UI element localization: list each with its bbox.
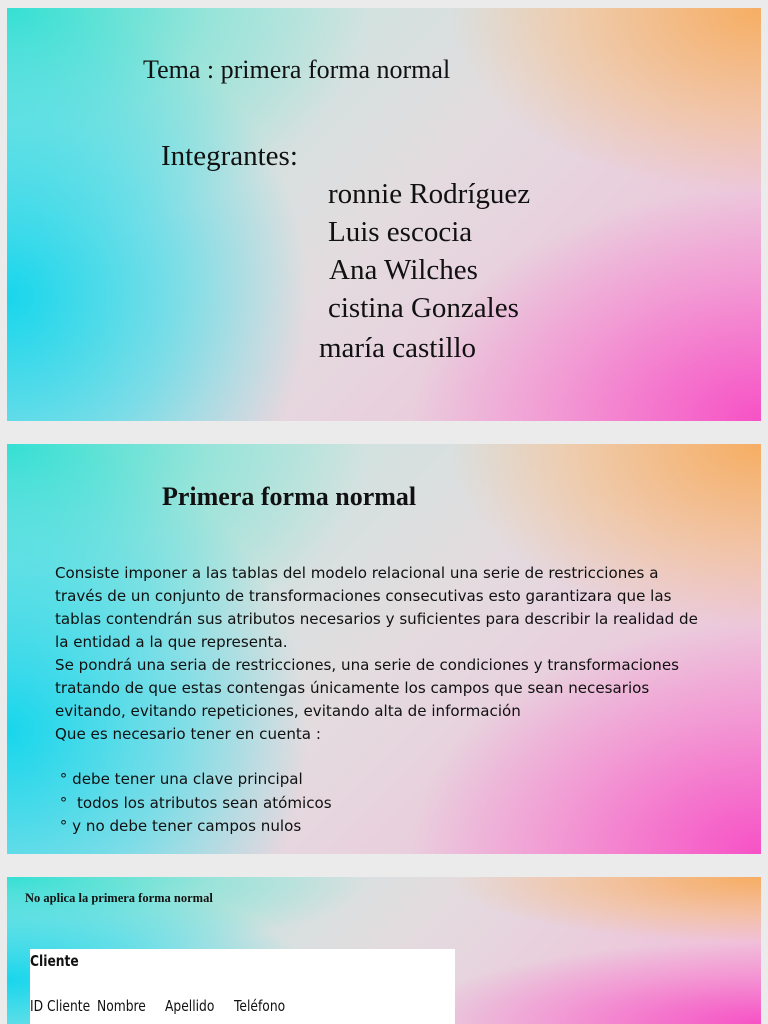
column-header: Apellido bbox=[165, 997, 215, 1015]
member-name: maría castillo bbox=[319, 332, 477, 364]
paragraph-line: través de un conjunto de transformaciones consecutivas esto garantizara que las bbox=[55, 587, 672, 605]
slide-heading: No aplica la primera forma normal bbox=[25, 891, 213, 905]
paragraph-line: evitando, evitando repeticiones, evitando alta de información bbox=[55, 702, 521, 720]
column-header: ID Cliente bbox=[30, 997, 91, 1015]
members-label: Integrantes: bbox=[161, 140, 298, 172]
member-name: ronnie Rodríguez bbox=[328, 178, 531, 210]
cliente-table bbox=[30, 949, 455, 1024]
column-header: Teléfono bbox=[234, 997, 286, 1015]
slide-heading: Primera forma normal bbox=[162, 482, 417, 511]
paragraph-line: Consiste imponer a las tablas del modelo relacional una serie de restricciones a bbox=[55, 564, 659, 582]
paragraph-line: Que es necesario tener en cuenta : bbox=[55, 725, 321, 743]
slide-example bbox=[7, 877, 761, 1024]
definition-paragraph bbox=[55, 562, 755, 746]
table-title: Cliente bbox=[30, 952, 79, 970]
column-header: Nombre bbox=[97, 997, 146, 1015]
slide-title bbox=[7, 8, 761, 421]
topic-title: Tema : primera forma normal bbox=[143, 55, 451, 84]
list-item: ° todos los atributos sean atómicos bbox=[55, 793, 332, 812]
paragraph-line: la entidad a la que representa. bbox=[55, 633, 288, 651]
member-name: cistina Gonzales bbox=[328, 292, 519, 324]
member-name: Luis escocia bbox=[328, 216, 473, 248]
requirements-list bbox=[55, 768, 332, 839]
list-item: ° y no debe tener campos nulos bbox=[55, 817, 302, 835]
paragraph-line: tratando de que estas contengas únicamente los campos que sean necesarios bbox=[55, 679, 650, 697]
member-name: Ana Wilches bbox=[329, 254, 478, 286]
slide-definition bbox=[7, 444, 761, 854]
paragraph-line: Se pondrá una seria de restricciones, una serie de condiciones y transformaciones bbox=[55, 656, 680, 674]
paragraph-line: tablas contendrán sus atributos necesarios y suficientes para describir la realidad de bbox=[55, 610, 698, 628]
list-item: ° debe tener una clave principal bbox=[55, 770, 303, 788]
